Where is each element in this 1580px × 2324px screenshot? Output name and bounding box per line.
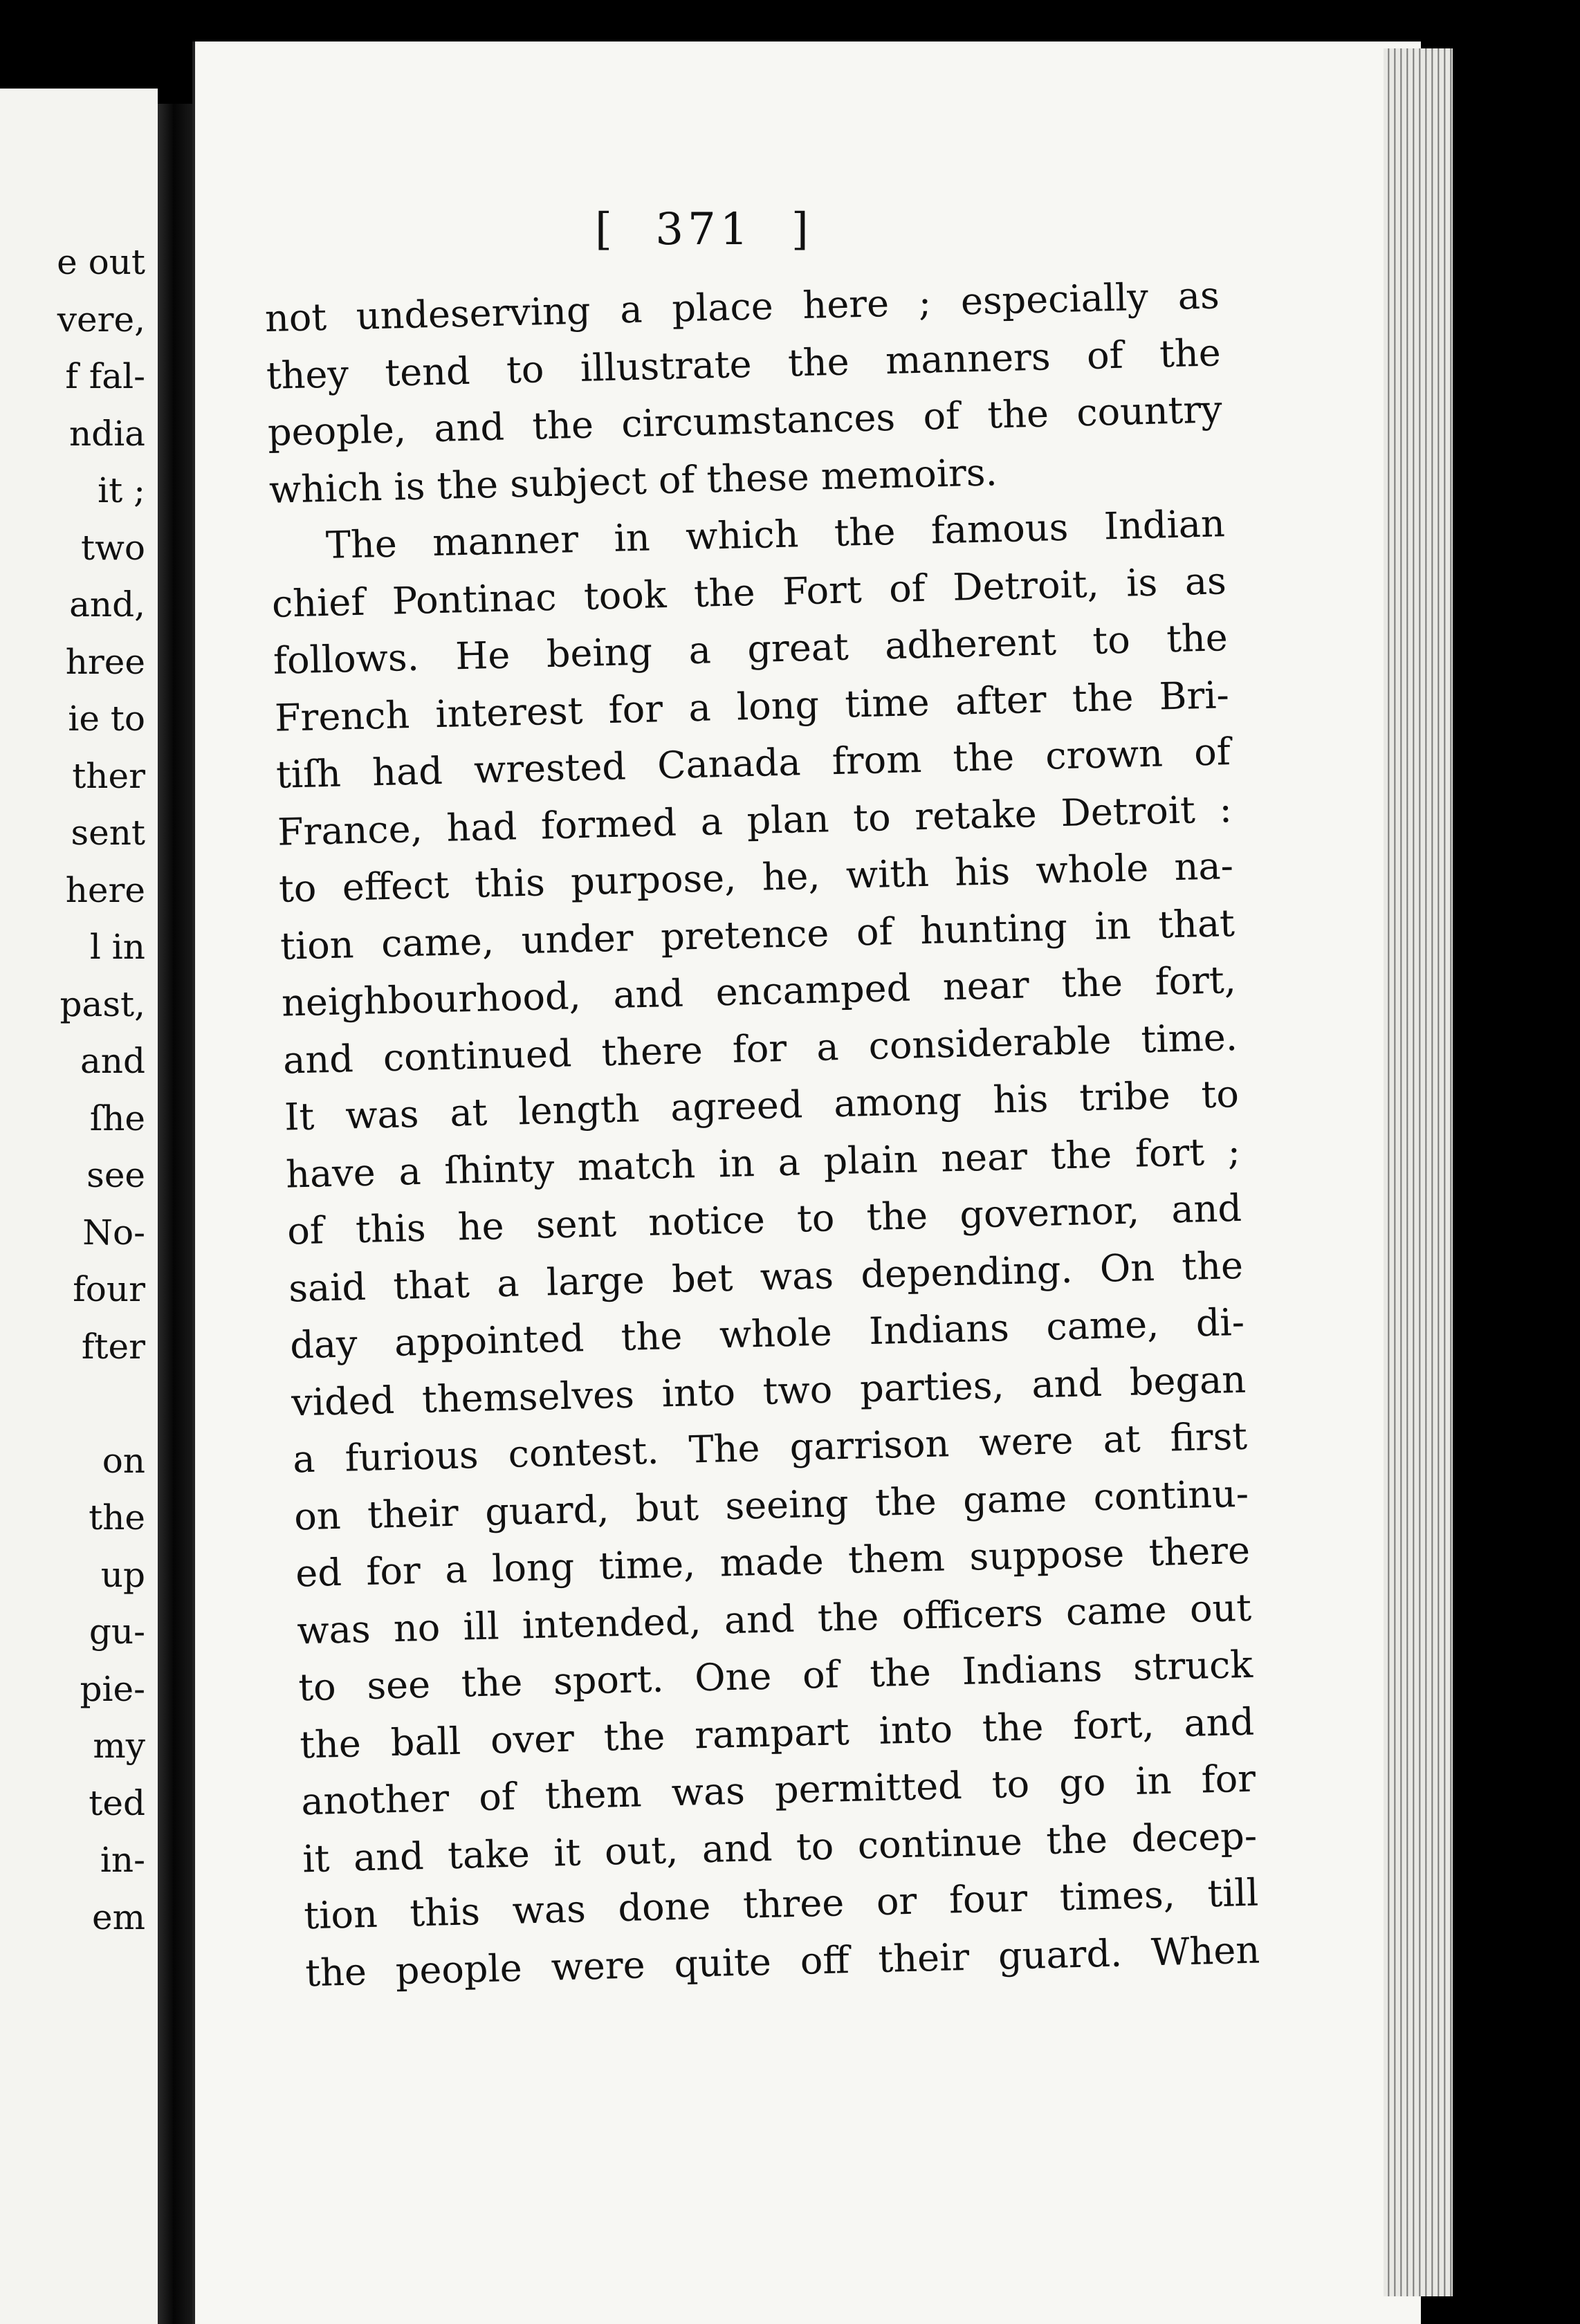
close-bracket: ] — [791, 204, 813, 255]
text-line: which is the subject of these memoirs. — [268, 450, 998, 512]
text-line: and continued there for a considerable time. — [282, 1015, 1238, 1082]
text-line: on their guard, but seeing the game continu- — [293, 1471, 1249, 1538]
left-fragment — [57, 1375, 145, 1432]
left-page-line-fragments — [57, 234, 145, 1946]
left-fragment: in- — [100, 1840, 145, 1880]
left-fragment: fter — [81, 1326, 145, 1367]
text-line: tiſh had wrested Canada from the crown of — [275, 730, 1231, 797]
book-gutter-shadow — [158, 104, 194, 2324]
left-fragment: ndia — [68, 413, 145, 454]
left-fragment: em — [91, 1897, 145, 1937]
text-line: people, and the circumstances of the country — [267, 387, 1223, 454]
text-line: chief Pontinac took the Fort of Detroit, is as — [271, 558, 1227, 626]
page-edges — [1384, 48, 1453, 2296]
left-fragment: the — [89, 1497, 145, 1538]
text-line: day appointed the whole Indians came, di- — [289, 1300, 1245, 1367]
left-fragment: sent — [71, 813, 145, 853]
text-line: another of them was permitted to go in for — [300, 1756, 1256, 1824]
text-line: It was at length agreed among his tribe to — [284, 1071, 1240, 1139]
text-line: they tend to illustrate the manners of the — [266, 330, 1222, 398]
text-line: to see the sport. One of the Indians struck — [297, 1642, 1253, 1710]
left-fragment: vere, — [57, 299, 145, 340]
running-head — [595, 204, 813, 255]
left-fragment: my — [93, 1726, 145, 1766]
left-fragment: gu- — [89, 1612, 145, 1652]
text-line: said that a large bet was depending. On the — [288, 1243, 1244, 1311]
left-fragment: it ; — [98, 470, 145, 510]
text-line: ed for a long time, made them suppose there — [295, 1528, 1251, 1596]
text-line: to effect this purpose, he, with his whole na- — [278, 844, 1234, 911]
text-line: neighbourhood, and encamped near the fort, — [281, 957, 1237, 1025]
text-line: tion this was done three or four times, till — [303, 1870, 1259, 1938]
text-line: the ball over the rampart into the fort, and — [299, 1699, 1255, 1767]
left-fragment: pie- — [80, 1668, 145, 1709]
text-line: not undeserving a place here ; especially as — [264, 273, 1220, 340]
left-fragment: f fal- — [65, 356, 145, 396]
text-line: was no ill intended, and the officers came out — [296, 1585, 1252, 1652]
open-bracket: [ — [595, 204, 616, 255]
left-fragment: past, — [59, 984, 145, 1024]
left-fragment: ie to — [68, 699, 145, 739]
left-fragment: ted — [89, 1782, 145, 1823]
left-fragment: No- — [82, 1212, 145, 1253]
text-line: French interest for a long time after the Bri- — [274, 672, 1230, 740]
left-fragment: ther — [72, 755, 145, 796]
left-fragment: l in — [89, 927, 145, 967]
text-line: a furious contest. The garrison were at first — [292, 1414, 1248, 1482]
text-line: the people were quite off their guard. When — [304, 1928, 1260, 1995]
text-line: follows. He being a great adherent to the — [273, 616, 1229, 683]
left-fragment: two — [81, 527, 145, 568]
paragraph-start-line: The manner in which the famous Indian — [325, 501, 1226, 567]
left-fragment: and, — [69, 584, 145, 625]
text-line: France, had formed a plan to retake Detroit : — [277, 786, 1233, 854]
left-fragment: e out — [57, 242, 145, 282]
left-fragment: hree — [65, 641, 145, 682]
text-line: of this he sent notice to the governor, and — [286, 1186, 1242, 1253]
left-fragment: and — [80, 1041, 145, 1081]
text-line: have a ſhinty match in a plain near the fort ; — [285, 1129, 1241, 1197]
body-text — [264, 267, 1260, 2002]
left-fragment: on — [102, 1440, 145, 1481]
left-fragment: ſhe — [89, 1098, 145, 1138]
page-edge-shadow — [1453, 42, 1580, 2324]
left-facing-page — [0, 89, 158, 2324]
left-fragment: see — [86, 1155, 145, 1195]
left-fragment: here — [65, 869, 145, 910]
left-fragment: four — [73, 1269, 145, 1309]
text-line: it and take it out, and to continue the decep- — [302, 1814, 1258, 1881]
page-number: 371 — [655, 204, 753, 255]
left-fragment: up — [100, 1554, 145, 1595]
text-line: vided themselves into two parties, and began — [291, 1357, 1247, 1425]
text-line: tion came, under pretence of hunting in that — [279, 901, 1235, 968]
